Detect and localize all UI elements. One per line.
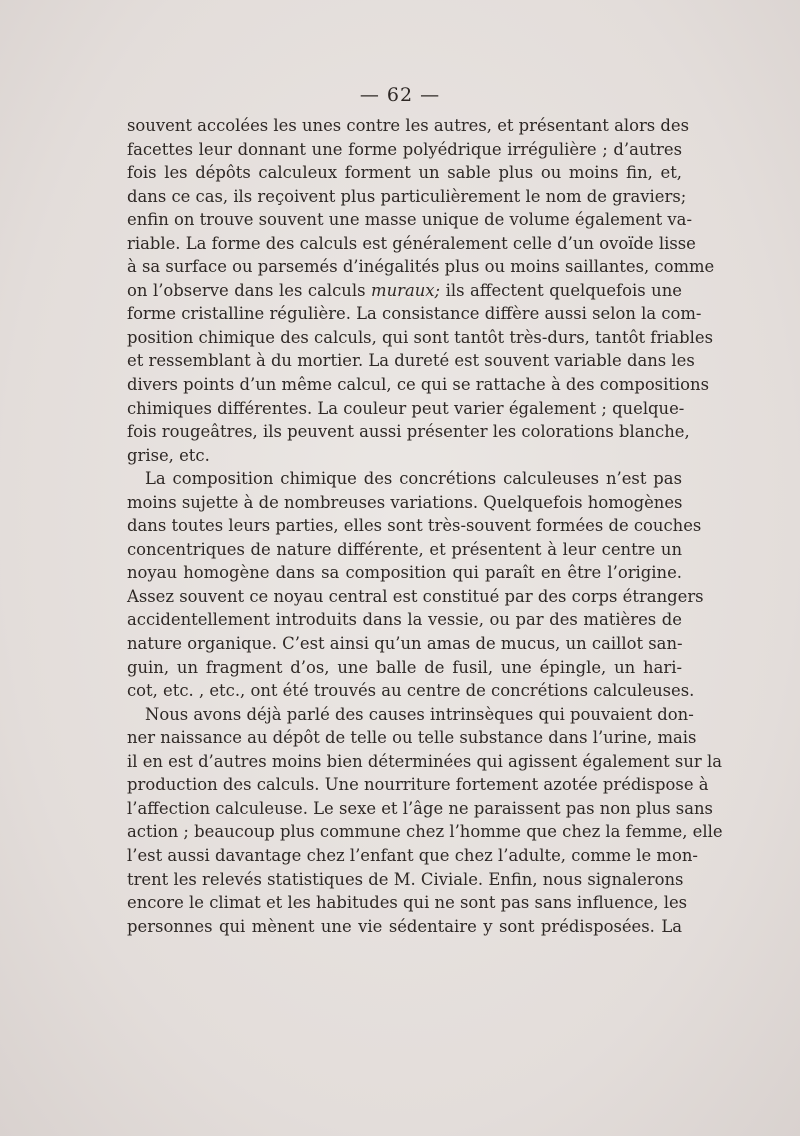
text-line: l’affection calculeuse. Le sexe et l’âge ne paraissent pas non plus sans [127, 798, 713, 818]
text-line: forme cristalline régulière. La consistance diffère aussi selon la com- [127, 304, 702, 324]
text-run: on l’observe dans les calculs [127, 280, 372, 300]
text-line: il en est d’autres moins bien déterminées qui agissent également sur la [127, 751, 722, 771]
text-line: facettes leur donnant une forme polyédrique irrégulière ; d’autres [127, 139, 682, 159]
text-line: fois rougeâtres, ils peuvent aussi présenter les colorations blanche, [127, 422, 690, 442]
text-line: concentriques de nature différente, et présentent à leur centre un [127, 539, 682, 559]
text-line: enfin on trouve souvent une masse unique de volume également va- [127, 210, 692, 230]
text-line: dans toutes leurs parties, elles sont très-souvent formées de couches [127, 516, 702, 536]
text-line: guin, un fragment d’os, une balle de fusil, une épingle, un hari- [127, 657, 682, 677]
text-line: Assez souvent ce noyau central est constitué par des corps étrangers [127, 586, 704, 606]
text-line: noyau homogène dans sa composition qui paraît en être l’origine. [127, 563, 682, 583]
text-line [127, 279, 682, 303]
text-line: à sa surface ou parsemés d’inégalités plus ou moins saillantes, comme [127, 257, 715, 277]
italic-term: muraux; [371, 280, 441, 300]
text-line: action ; beaucoup plus commune chez l’homme que chez la femme, elle [127, 822, 723, 842]
text-line: La composition chimique des concrétions calculeuses n’est pas [145, 469, 682, 489]
text-line: Nous avons déjà parlé des causes intrinsèques qui pouvaient don- [145, 704, 694, 724]
text-line: trent les relevés statistiques de M. Civiale. Enfin, nous signalerons [127, 869, 684, 889]
text-line: souvent accolées les unes contre les autres, et présentant alors des [127, 116, 690, 135]
text-line: divers points d’un même calcul, ce qui se rattache à des compositions [127, 375, 710, 395]
text-line: production des calculs. Une nourriture fortement azotée prédispose à [127, 775, 709, 795]
text-line: cot, etc. , etc., ont été trouvés au centre de concrétions calculeuses. [127, 681, 695, 701]
text-line: fois les dépôts calculeux forment un sable plus ou moins fin, et, [127, 163, 682, 183]
text-line: position chimique des calculs, qui sont tantôt très-durs, tantôt friables [127, 327, 714, 347]
text-line: dans ce cas, ils reçoivent plus particulièrement le nom de graviers; [127, 186, 687, 206]
text-line: ner naissance au dépôt de telle ou telle substance dans l’urine, mais [127, 728, 697, 748]
text-run: ils affectent quelquefois une [440, 280, 682, 300]
text-line: encore le climat et les habitudes qui ne sont pas sans influence, les [127, 893, 688, 913]
text-line: l’est aussi davantage chez l’enfant que chez l’adulte, comme le mon- [127, 845, 698, 865]
body-text [127, 114, 723, 938]
text-line: personnes qui mènent une vie sédentaire y sont prédisposées. La [127, 916, 682, 936]
text-line: nature organique. C’est ainsi qu’un amas de mucus, un caillot san- [127, 634, 683, 654]
text-line: riable. La forme des calculs est généralement celle d’un ovoïde lisse [127, 233, 696, 253]
text-line: moins sujette à de nombreuses variations. Quelquefois homogènes [127, 492, 683, 512]
text-line: chimiques différentes. La couleur peut varier également ; quelque- [127, 398, 685, 418]
text-line: et ressemblant à du mortier. La dureté est souvent variable dans les [127, 351, 695, 371]
page-number: — 62 — [359, 84, 441, 106]
text-line: accidentellement introduits dans la vessie, ou par des matières de [127, 610, 682, 630]
text-line: grise, etc. [127, 445, 210, 465]
